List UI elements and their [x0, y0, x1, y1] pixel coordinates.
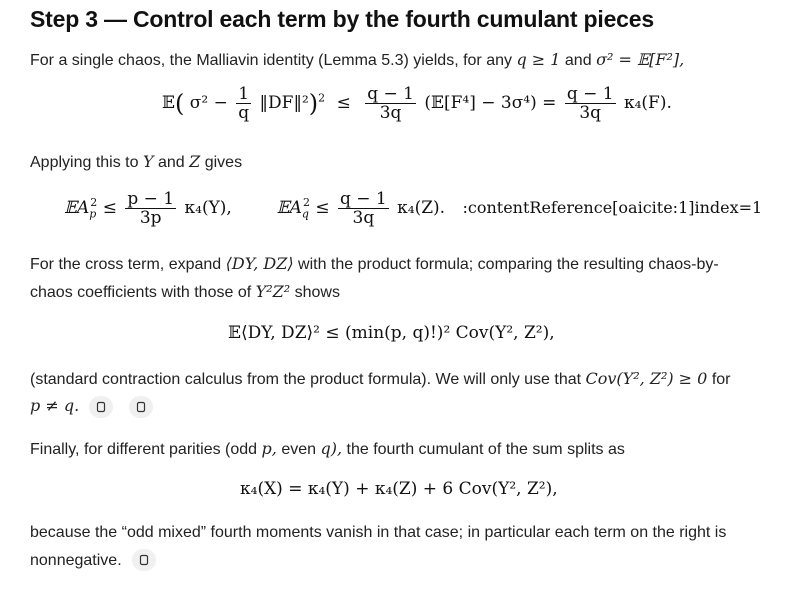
eq2-sup-2b: 2	[302, 196, 310, 210]
intro-and: and	[564, 52, 592, 69]
cross-term-text-b: with the product formula; comparing the resulting chaos-by-	[298, 256, 719, 273]
parity-paragraph	[30, 439, 625, 460]
contraction-for: for	[711, 371, 731, 388]
applying-and: and	[157, 154, 185, 171]
copy-icon	[95, 401, 107, 413]
eq1-frac3-den: 3q	[579, 103, 602, 123]
math-q: q),	[320, 439, 343, 458]
cross-term-line-2	[30, 282, 340, 303]
equation-bounds-a	[64, 190, 762, 227]
eq2-kappa-y: κ₄(Y),	[184, 198, 232, 218]
math-cov-nonneg: Cov(Y², Z²) ≥ 0	[585, 369, 708, 388]
math-y: Y	[142, 152, 154, 171]
parity-text-c: the fourth cumulant of the sum splits as	[346, 441, 625, 458]
eq1-sigma: σ² −	[189, 93, 228, 113]
eq2-frac2-num: q − 1	[340, 189, 387, 209]
math-z: Z	[189, 152, 201, 171]
eq2-kappa-z: κ₄(Z).	[397, 198, 446, 218]
equation-cross-term: 𝔼⟨DY, DZ⟩² ≤ (min(p, q)!)² Cov(Y², Z²),	[228, 323, 555, 343]
eq1-frac-rhs	[565, 85, 616, 122]
copy-button-2[interactable]	[129, 396, 153, 418]
parity-text-b: even	[281, 441, 317, 458]
eq2-frac-p	[125, 190, 176, 227]
eq2-frac1-den: 3p	[139, 208, 162, 228]
parity-text-a: Finally, for different parities (odd	[30, 441, 258, 458]
applying-gives: gives	[204, 154, 243, 171]
eq1-paren-close: )	[308, 89, 319, 118]
eq1-paren-open: (	[174, 89, 185, 118]
cross-term-text-a: For the cross term, expand	[30, 256, 222, 273]
eq1-square: 2	[318, 91, 326, 105]
eq1-frac-q-minus-1-over-3q	[365, 85, 416, 122]
intro-text: For a single chaos, the Malliavin identity (Lemma 5.3) yields, for any	[30, 52, 512, 69]
intro-paragraph	[30, 50, 684, 71]
cross-term-line-1	[30, 254, 719, 275]
applying-text: Applying this to	[30, 154, 139, 171]
copy-button-3[interactable]	[132, 549, 156, 571]
eq1-expectation: 𝔼	[162, 93, 175, 113]
copy-icon	[135, 401, 147, 413]
content-reference: :contentReference[oaicite:1]index=1	[462, 198, 763, 217]
copy-button-1[interactable]	[89, 396, 113, 418]
math-p: p,	[261, 439, 277, 458]
contraction-line-2	[30, 396, 79, 417]
eq2-ea-q: 𝔼A	[276, 198, 302, 218]
math-p-neq-q: p ≠ q.	[30, 396, 80, 415]
cross-term-text-d: shows	[294, 284, 340, 301]
eq2-ea-p: 𝔼A	[64, 198, 90, 218]
eq2-frac1-num: p − 1	[127, 189, 175, 209]
math-inner-product: ⟨DY, DZ⟩	[225, 254, 294, 273]
eq1-le: ≤	[336, 93, 351, 113]
cross-term-text-c: chaos coefficients with those of	[30, 284, 252, 301]
copy-icon	[138, 554, 150, 566]
contraction-line-1	[30, 369, 730, 390]
eq1-frac2-num: q − 1	[367, 84, 414, 104]
conclusion-line-2: nonnegative.	[30, 552, 122, 569]
eq1-frac2-den: 3q	[379, 103, 402, 123]
eq2-sup-2a: 2	[90, 196, 98, 210]
eq1-frac1-num: 1	[236, 85, 251, 104]
eq1-norm-df: ‖DF‖²	[259, 93, 309, 113]
eq1-frac3-num: q − 1	[566, 84, 614, 104]
eq2-sub-q: q	[301, 207, 309, 221]
eq1-moments: (𝔼[F⁴] − 3σ⁴) =	[424, 93, 557, 113]
math-y2z2: Y²Z²	[255, 282, 291, 301]
eq2-frac-q	[338, 190, 389, 227]
conclusion-line-1: because the “odd mixed” fourth moments vanish in that case; in particular each term on the right is	[30, 524, 727, 541]
equation-malliavin-identity	[162, 85, 672, 122]
eq2-le-1: ≤	[102, 198, 117, 218]
step-title: Step 3 — Control each term by the fourth cumulant pieces	[30, 6, 654, 32]
applying-paragraph	[30, 152, 242, 173]
eq1-frac-1-over-q	[236, 85, 251, 122]
eq2-frac2-den: 3q	[352, 208, 375, 228]
eq1-frac1-den: q	[238, 103, 250, 123]
eq2-le-2: ≤	[315, 198, 330, 218]
math-q-ge-1: q ≥ 1	[516, 50, 561, 69]
math-sigma-def: σ² = 𝔼[F²],	[596, 50, 685, 69]
eq1-kappa-f: κ₄(F).	[623, 93, 672, 113]
contraction-text: (standard contraction calculus from the product formula). We will only use that	[30, 371, 582, 388]
equation-cumulant-split: κ₄(X) = κ₄(Y) + κ₄(Z) + 6 Cov(Y², Z²),	[240, 479, 558, 499]
eq2-sub-p: p	[89, 207, 97, 221]
